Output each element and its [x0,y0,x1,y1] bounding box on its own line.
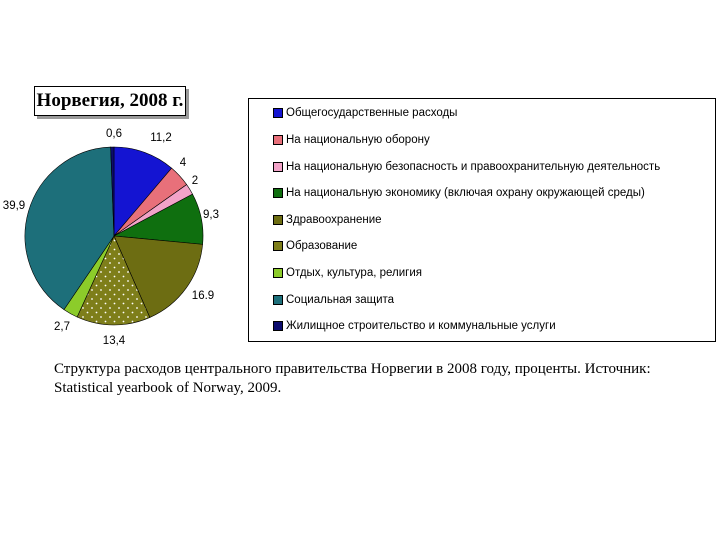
chart-title: Норвегия, 2008 г. [34,86,186,116]
legend-item [273,265,422,281]
legend-item [273,292,394,308]
legend-item [273,132,430,148]
legend-label: На национальную оборону [286,134,430,146]
legend-label: Образование [286,240,358,252]
legend-item [273,238,357,254]
legend-swatch [273,215,283,225]
legend-label: Отдых, культура, религия [286,267,422,279]
slice-value-label: 4 [179,157,187,169]
legend-swatch [273,295,283,305]
legend-label: Жилищное строительство и коммунальные услуги [286,320,556,332]
legend-item [273,159,660,175]
legend-swatch [273,321,283,331]
slice-value-label: 9,3 [203,209,219,221]
legend [248,98,716,342]
slice-value-label: 11,2 [150,132,172,144]
legend-label: Здравоохранение [286,214,382,226]
figure-caption [54,360,674,398]
legend-label: Общегосударственные расходы [286,107,458,119]
slice-value-label: 13,4 [102,335,126,347]
legend-swatch [273,188,283,198]
legend-item [273,105,457,121]
legend-swatch [273,241,283,251]
legend-item [273,318,556,334]
legend-swatch [273,135,283,145]
slice-value-label: 2 [191,175,199,187]
legend-label: Социальная защита [286,294,395,306]
legend-label: На национальную безопасность и правоохранительную деятельность [286,161,661,173]
caption-line-2: Statistical yearbook of Norway, 2009. [54,380,282,396]
legend-label: На национальную экономику (включая охрану окружающей среды) [286,187,645,199]
slice-value-label: 2,7 [54,321,70,333]
legend-swatch [273,268,283,278]
slice-value-label: 0,6 [106,128,122,140]
legend-swatch [273,162,283,172]
pie-slices [25,147,203,325]
slice-value-label: 39,9 [2,200,26,212]
caption-line-1: Структура расходов центрального правительства Норвегии в 2008 году, проценты. Источник: [54,361,651,377]
legend-item [273,212,382,228]
legend-item [273,185,645,201]
slice-value-label: 16.9 [191,290,215,302]
legend-swatch [273,108,283,118]
